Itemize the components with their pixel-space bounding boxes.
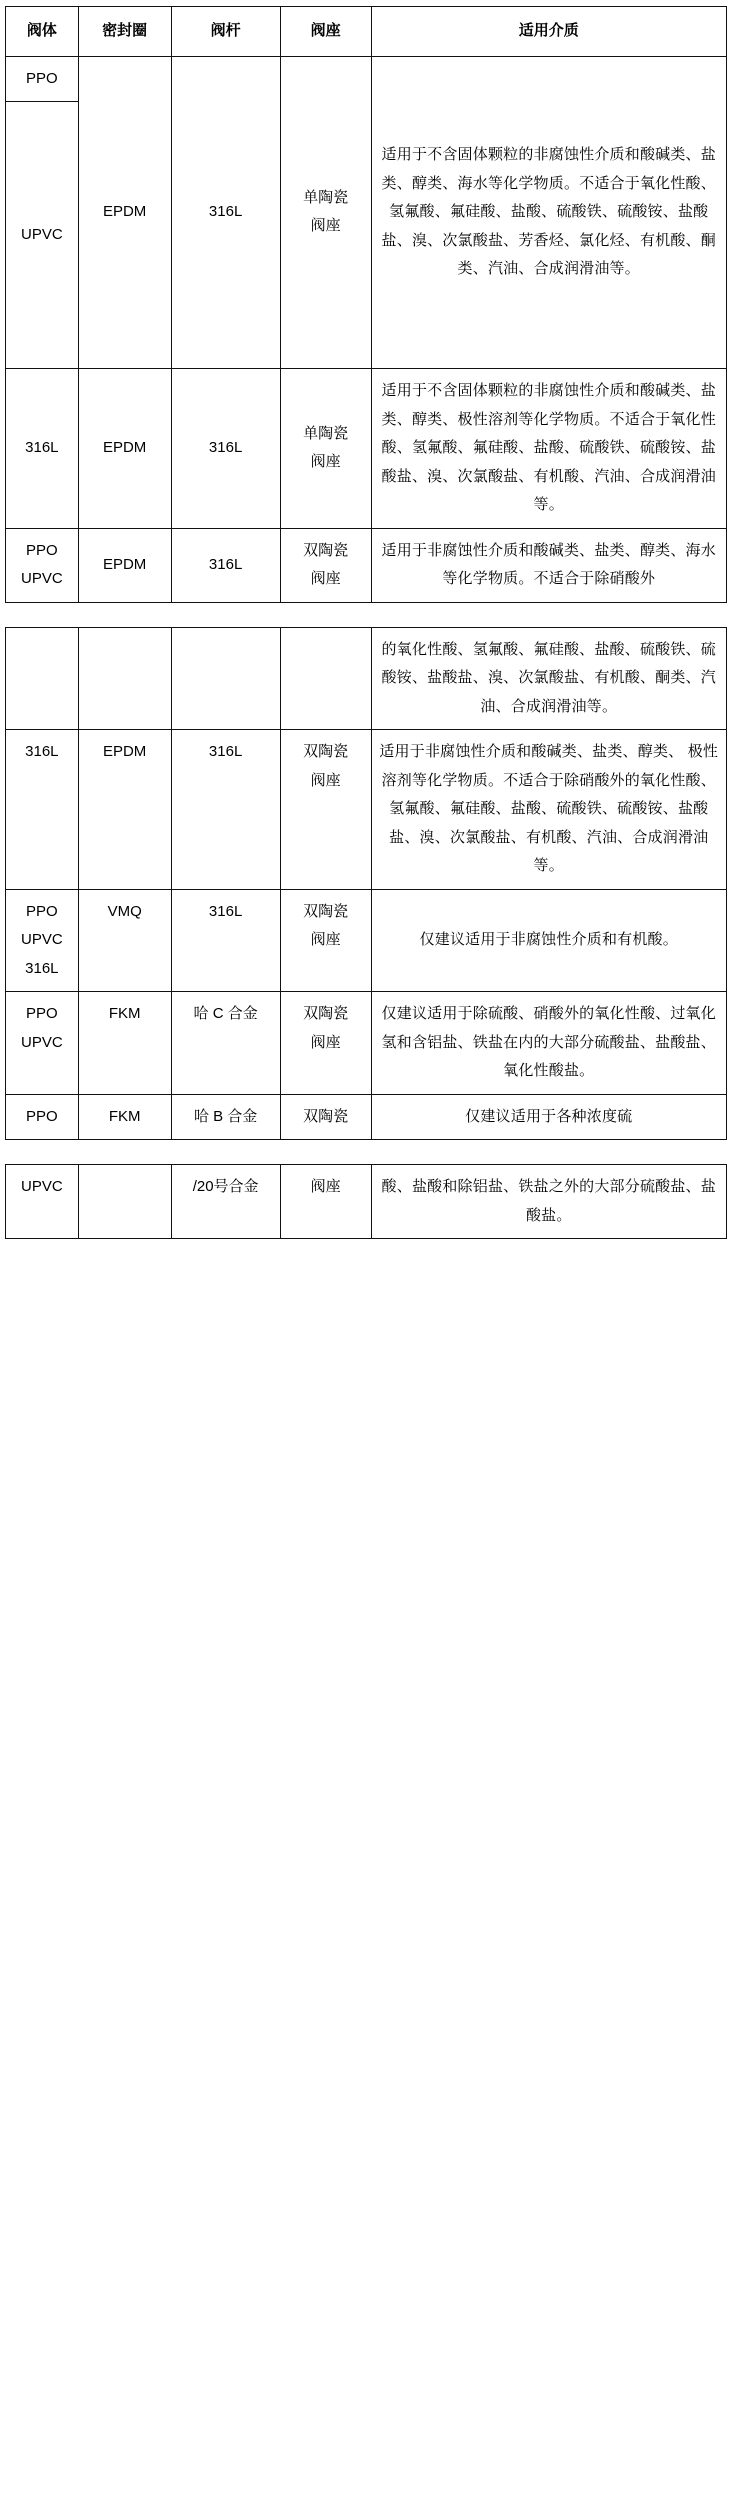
cell-body-line1: PPO	[26, 1005, 58, 1022]
cell-seat	[280, 627, 371, 730]
cell-seat: 双陶瓷	[280, 1094, 371, 1140]
cell-seat-line1: 双陶瓷	[303, 541, 349, 559]
cell-media: 适用于不含固体颗粒的非腐蚀性介质和酸碱类、盐类、醇类、海水等化学物质。不适合于氧化性酸、氢氟酸、氟硅酸、盐酸、硫酸铁、硫酸铵、盐酸盐、溴、次氯酸盐、芳香烃、氯化烃、有机酸、酮类、汽油、合成润滑油等。	[371, 56, 726, 369]
cell-stem: 316L	[171, 730, 280, 890]
cell-seat-line1: 双陶瓷	[303, 1005, 349, 1022]
table-row	[6, 992, 727, 1095]
header-body: 阀体	[6, 7, 79, 57]
cell-seat-line2: 阀座	[310, 931, 341, 948]
cell-seat-line2: 阀座	[310, 1033, 341, 1051]
cell-seat-line2: 阀座	[310, 453, 341, 471]
document-page	[0, 6, 730, 1239]
table-header-row	[6, 7, 727, 57]
cell-media: 仅建议适用于各种浓度硫	[371, 1094, 726, 1140]
cell-stem: /20号合金	[171, 1165, 280, 1239]
table-row	[6, 369, 727, 529]
cell-body-line1: PPO	[26, 541, 58, 559]
cell-stem: 316L	[171, 889, 280, 992]
cell-seat-line1: 单陶瓷	[303, 424, 349, 442]
cell-body: PPO	[6, 56, 79, 102]
cell-stem	[171, 627, 280, 730]
cell-seal: EPDM	[78, 56, 171, 369]
cell-seat-line2: 阀座	[310, 570, 341, 587]
cell-seat: 阀座	[280, 1165, 371, 1239]
cell-seal: EPDM	[78, 730, 171, 890]
cell-body: PPO	[6, 1094, 79, 1140]
page-break-gap-2	[5, 1140, 727, 1158]
cell-seat	[280, 889, 371, 992]
cell-seal: EPDM	[78, 528, 171, 602]
table-row	[6, 627, 727, 730]
cell-body-line1: PPO	[26, 902, 58, 920]
table-row	[6, 528, 727, 602]
header-media: 适用介质	[371, 7, 726, 57]
cell-media: 适用于不含固体颗粒的非腐蚀性介质和酸碱类、盐类、醇类、极性溶剂等化学物质。不适合于氧化性酸、氢氟酸、氟硅酸、盐酸、硫酸铁、硫酸铵、盐酸盐、溴、次氯酸盐、有机酸、汽油、合成润滑油等。	[371, 369, 726, 529]
cell-body: UPVC	[6, 1165, 79, 1239]
spec-table-part2	[5, 627, 727, 1141]
cell-seat-line1: 双陶瓷	[303, 902, 349, 920]
table-row	[6, 56, 727, 102]
cell-body: 316L	[6, 369, 79, 529]
cell-seat-line1: 单陶瓷	[303, 188, 349, 206]
cell-seat	[280, 730, 371, 890]
cell-seal	[78, 627, 171, 730]
cell-body-line3: 316L	[25, 959, 59, 977]
cell-seal: EPDM	[78, 369, 171, 529]
cell-media: 适用于非腐蚀性介质和酸碱类、盐类、醇类、海水等化学物质。不适合于除硝酸外	[371, 528, 726, 602]
table-row	[6, 889, 727, 992]
cell-seal: FKM	[78, 992, 171, 1095]
cell-media: 仅建议适用于非腐蚀性介质和有机酸。	[371, 889, 726, 992]
cell-seat-line2: 阀座	[310, 217, 341, 235]
cell-body	[6, 889, 79, 992]
cell-seal	[78, 1165, 171, 1239]
cell-media: 酸、盐酸和除铝盐、铁盐之外的大部分硫酸盐、盐酸盐。	[371, 1165, 726, 1239]
cell-seat-line1: 双陶瓷	[303, 743, 349, 760]
header-seal: 密封圈	[78, 7, 171, 57]
cell-body: UPVC	[6, 102, 79, 369]
cell-seat	[280, 369, 371, 529]
cell-body	[6, 992, 79, 1095]
table-row	[6, 1094, 727, 1140]
cell-body: 316L	[6, 730, 79, 890]
header-seat: 阀座	[280, 7, 371, 57]
cell-body-line2: UPVC	[21, 1033, 63, 1051]
cell-stem: 哈 C 合金	[171, 992, 280, 1095]
cell-seat	[280, 528, 371, 602]
cell-media: 仅建议适用于除硫酸、硝酸外的氧化性酸、过氧化氢和含铝盐、铁盐在内的大部分硫酸盐、盐酸盐、氧化性酸盐。	[371, 992, 726, 1095]
cell-media: 适用于非腐蚀性介质和酸碱类、盐类、醇类、 极性溶剂等化学物质。不适合于除硝酸外的氧化性酸、氢氟酸、氟硅酸、盐酸、硫酸铁、硫酸铵、盐酸盐、溴、次氯酸盐、有机酸、汽油、合成润滑油等。	[371, 730, 726, 890]
cell-body-line2: UPVC	[21, 570, 63, 587]
page-break-gap	[5, 603, 727, 621]
cell-body	[6, 627, 79, 730]
cell-seat	[280, 992, 371, 1095]
table-row	[6, 1165, 727, 1239]
spec-table-part1	[5, 6, 727, 603]
cell-stem: 316L	[171, 56, 280, 369]
spec-table-part3	[5, 1164, 727, 1239]
cell-media: 的氧化性酸、氢氟酸、氟硅酸、盐酸、硫酸铁、硫酸铵、盐酸盐、溴、次氯酸盐、有机酸、酮类、汽油、合成润滑油等。	[371, 627, 726, 730]
table-row	[6, 730, 727, 890]
cell-stem: 316L	[171, 528, 280, 602]
header-stem: 阀杆	[171, 7, 280, 57]
cell-body	[6, 528, 79, 602]
cell-seat-line2: 阀座	[310, 771, 341, 789]
cell-seat	[280, 56, 371, 369]
cell-body-line2: UPVC	[21, 931, 63, 948]
cell-seal: VMQ	[78, 889, 171, 992]
cell-stem: 316L	[171, 369, 280, 529]
cell-seal: FKM	[78, 1094, 171, 1140]
cell-stem: 哈 B 合金	[171, 1094, 280, 1140]
